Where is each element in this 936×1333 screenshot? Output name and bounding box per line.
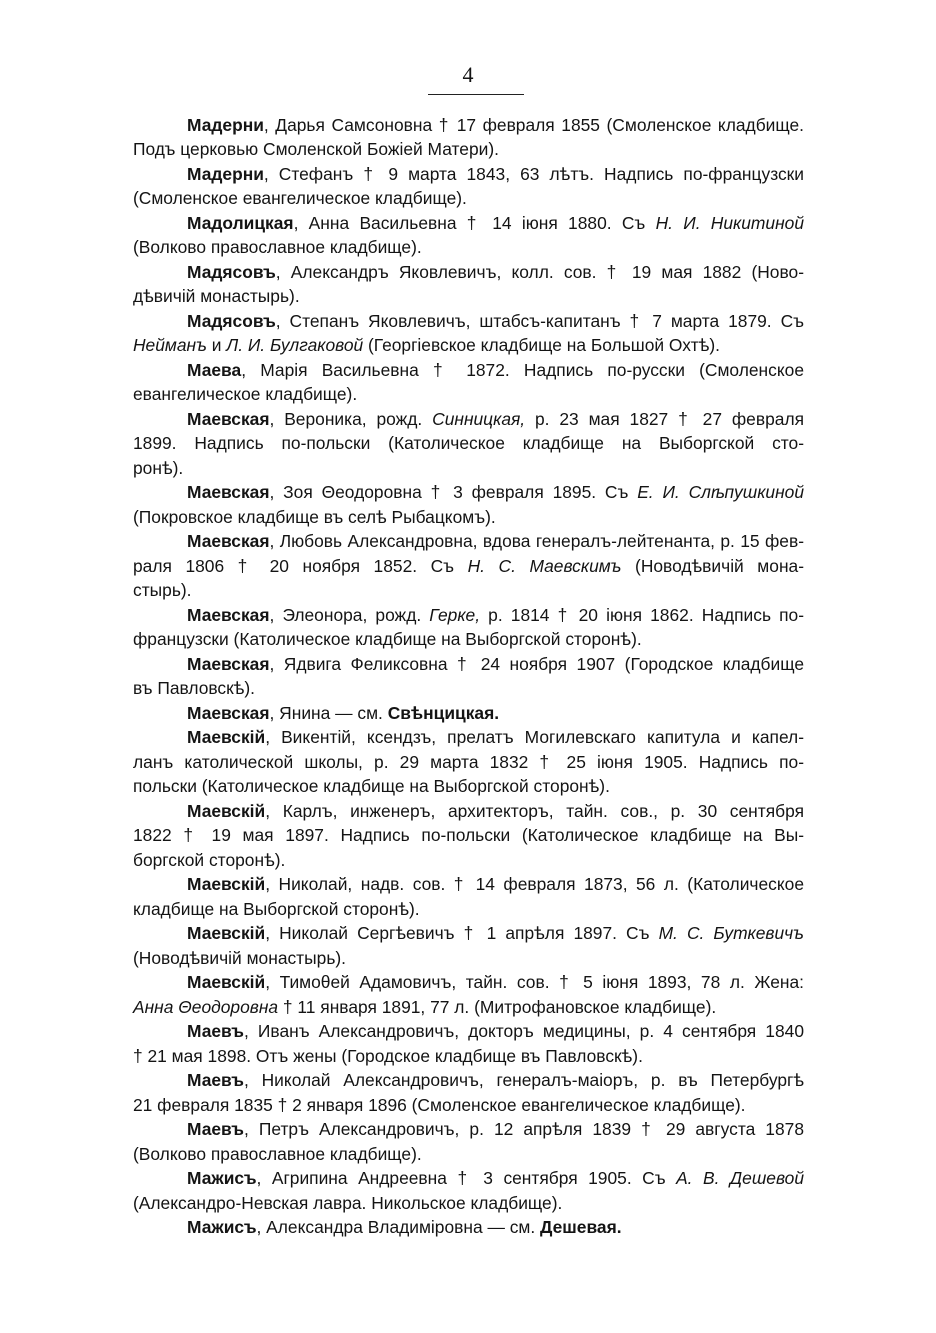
entry-line: Маевская, Янина — см. Свѣнцицкая. [187, 702, 500, 723]
entry-surname: Мажисъ [187, 1168, 257, 1189]
entry-line: Маевскій, Николай, надв. сов. † 14 февраля 1873, 56 л. (Католическое [187, 874, 804, 895]
entry-line: Мадерни, Стефанъ † 9 марта 1843, 63 лѣтъ. Надпись по-французски [187, 164, 804, 184]
entry-line: Маевская, Ядвига Феликсовна † 24 ноября 1907 (Городское кладбище [187, 653, 804, 674]
entry-line: Маевъ, Николай Александровичъ, генералъ-маіоръ, р. въ Петербургѣ [187, 1070, 804, 1091]
entry-surname: Мажисъ [187, 1217, 257, 1238]
entry-surname: Мадясовъ [187, 311, 276, 331]
entry-line: Мажисъ, Агрипина Андреевна † 3 сентября 1905. Съ А. В. Дешевой [187, 1168, 804, 1189]
entry-line: боргской сторонѣ). [133, 849, 286, 870]
entry-line: Маевская, Любовь Александровна, вдова генералъ-лейтенанта, р. 15 фев- [187, 531, 804, 552]
entry [133, 970, 804, 1019]
entry-list [133, 113, 804, 1240]
entry [133, 309, 804, 358]
entry-line: польски (Католическое кладбище на Выборгской сторонѣ). [133, 776, 610, 797]
entry [133, 529, 804, 602]
entry-surname: Маевская [187, 604, 270, 625]
entry-line: Маевскій, Тимоθей Адамовичъ, тайн. сов. † 5 іюня 1893, 78 л. Жена: [187, 972, 804, 993]
entry [133, 480, 804, 529]
entry [133, 211, 804, 260]
entry-line: (Новодѣвичій монастырь). [133, 947, 347, 968]
entry-line: Маевъ, Петръ Александровичъ, р. 12 апрѣля 1839 † 29 августа 1878 [187, 1119, 804, 1140]
entry-line: † 21 мая 1898. Отъ жены (Городское кладбище въ Павловскѣ). [133, 1045, 643, 1066]
spouse-name: Анна Θеодоровна [133, 996, 279, 1017]
entry-surname: Мадясовъ [187, 262, 276, 282]
entry-line: Маевъ, Иванъ Александровичъ, докторъ медицины, р. 4 сентября 1840 [187, 1021, 804, 1042]
entry-surname: Маевская [187, 702, 270, 723]
entry-surname: Маевская [187, 531, 270, 552]
entry [133, 162, 804, 211]
entry [133, 921, 804, 970]
entry-line: кладбище на Выборгской сторонѣ). [133, 898, 420, 919]
entry-line: (Смоленское евангелическое кладбище). [133, 188, 467, 209]
entry-line: Маевская, Зоя Θеодоровна † 3 февраля 1895. Съ Е. И. Слѣпушкиной [187, 482, 804, 503]
entry-surname: Мадерни [187, 164, 264, 184]
cross-reference-name: А. В. Дешевой [676, 1168, 804, 1189]
entry-line: Маевская, Элеонора, рожд. Герке, р. 1814 † 20 іюня 1862. Надпись по- [187, 604, 805, 625]
entry-surname: Маевская [187, 482, 270, 503]
entry [133, 358, 804, 407]
cross-reference-name: М. С. Буткевичъ [658, 923, 804, 944]
entry-surname: Маевъ [187, 1021, 244, 1042]
see-reference: Дешевая. [540, 1217, 622, 1238]
entry-line: французски (Католическое кладбище на Выборгской сторонѣ). [133, 629, 642, 650]
entry [133, 407, 804, 480]
cross-reference-name: Л. И. Булгаковой [226, 335, 364, 356]
entry [133, 1215, 804, 1239]
entry-line: (Волково православное кладбище). [133, 237, 422, 258]
entry [133, 1068, 804, 1117]
entry-line: (Волково православное кладбище). [133, 1143, 422, 1164]
entry-line: Маевскій, Николай Сергѣевичъ † 1 апрѣля 1897. Съ М. С. Буткевичъ [187, 923, 804, 944]
entry [133, 872, 804, 921]
entry-line: Мадолицкая, Анна Васильевна † 14 іюня 1880. Съ Н. И. Никитиной [187, 213, 804, 233]
entry-line: ронѣ). [133, 457, 184, 478]
entry-line: Мадясовъ, Степанъ Яковлевичъ, штабсъ-капитанъ † 7 марта 1879. Съ [187, 311, 804, 331]
entry-surname: Маевскій [187, 923, 266, 944]
entry [133, 701, 804, 725]
entry-line: Маева, Марія Васильевна † 1872. Надпись по-русски (Смоленское [187, 360, 804, 380]
entry [133, 1166, 804, 1215]
page-number: 4 [462, 62, 474, 87]
entry [133, 1117, 804, 1166]
entry-surname: Маевъ [187, 1119, 244, 1140]
entry-line: (Покровское кладбище въ селѣ Рыбацкомъ). [133, 506, 496, 527]
entry-line: дѣвичій монастырь). [133, 286, 300, 307]
entry-surname: Маевская [187, 653, 270, 674]
entry [133, 260, 804, 309]
entry-line: 1899. Надпись по-польски (Католическое кладбище на Выборгской сто- [133, 433, 804, 454]
entry-surname: Маевскій [187, 800, 266, 821]
entry-surname: Маевскій [187, 972, 266, 993]
entry-surname: Маевская [187, 409, 270, 429]
entry-surname: Мадерни [187, 115, 264, 135]
entry-line: 1822 † 19 мая 1897. Надпись по-польски (Католическое кладбище на Вы- [133, 825, 804, 846]
cross-reference-name: Н. С. Маевскимъ [467, 555, 622, 576]
entry [133, 725, 804, 798]
entry-surname: Маева [187, 360, 242, 380]
see-reference: Свѣнцицкая. [387, 702, 500, 723]
cross-reference-name: Нейманъ [133, 335, 207, 356]
entry-line: Подъ церковью Смоленской Божіей Матери). [133, 139, 499, 160]
entry-line: въ Павловскѣ). [133, 678, 256, 699]
entry-line: 21 февраля 1835 † 2 января 1896 (Смоленское евангелическое кладбище). [133, 1094, 746, 1115]
entry-line: Мадерни, Дарья Самсоновна † 17 февраля 1855 (Смоленское кладбище. [187, 115, 804, 135]
entry-surname: Маевскій [187, 727, 266, 748]
entry-line: ланъ католической школы, р. 29 марта 1832 † 25 іюня 1905. Надпись по- [133, 751, 804, 772]
entry-surname: Маевъ [187, 1070, 244, 1091]
entry [133, 113, 804, 162]
entry-line: Маевская, Вероника, рожд. Синницкая, р. 23 мая 1827 † 27 февраля [187, 409, 805, 429]
entry-line: Маевскій, Карлъ, инженеръ, архитекторъ, тайн. сов., р. 30 сентября [187, 800, 804, 821]
maiden-name: Герке, [429, 604, 481, 625]
maiden-name: Синницкая, [432, 409, 526, 429]
cross-reference-name: Е. И. Слѣпушкиной [637, 482, 804, 503]
entry [133, 652, 804, 701]
entry-line: евангелическое кладбище). [133, 384, 358, 405]
cross-reference-name: Н. И. Никитиной [655, 213, 804, 233]
entry-line: Маевскій, Викентій, ксендзъ, прелатъ Могилевскаго капитула и капел- [187, 727, 804, 748]
entry-line: Мадясовъ, Александръ Яковлевичъ, колл. сов. † 19 мая 1882 (Ново- [187, 262, 804, 282]
entry-surname: Маевскій [187, 874, 266, 895]
entry-surname: Мадолицкая [187, 213, 294, 233]
entry-line: Мажисъ, Александра Владиміровна — см. Дешевая. [187, 1217, 622, 1238]
entry-line: Нейманъ и Л. И. Булгаковой (Георгіевское кладбище на Большой Охтѣ). [133, 335, 721, 356]
header-rule [428, 94, 524, 95]
entry [133, 799, 804, 872]
entry-line: (Александро-Невская лавра. Никольское кладбище). [133, 1192, 563, 1213]
entry-line: стырь). [133, 580, 192, 601]
entry-line: раля 1806 † 20 ноября 1852. Съ Н. С. Маевскимъ (Новодѣвичій мона- [133, 555, 805, 576]
entry-line: Анна Θеодоровна † 11 января 1891, 77 л. (Митрофановское кладбище). [133, 996, 717, 1017]
entry [133, 1019, 804, 1068]
entry [133, 603, 804, 652]
